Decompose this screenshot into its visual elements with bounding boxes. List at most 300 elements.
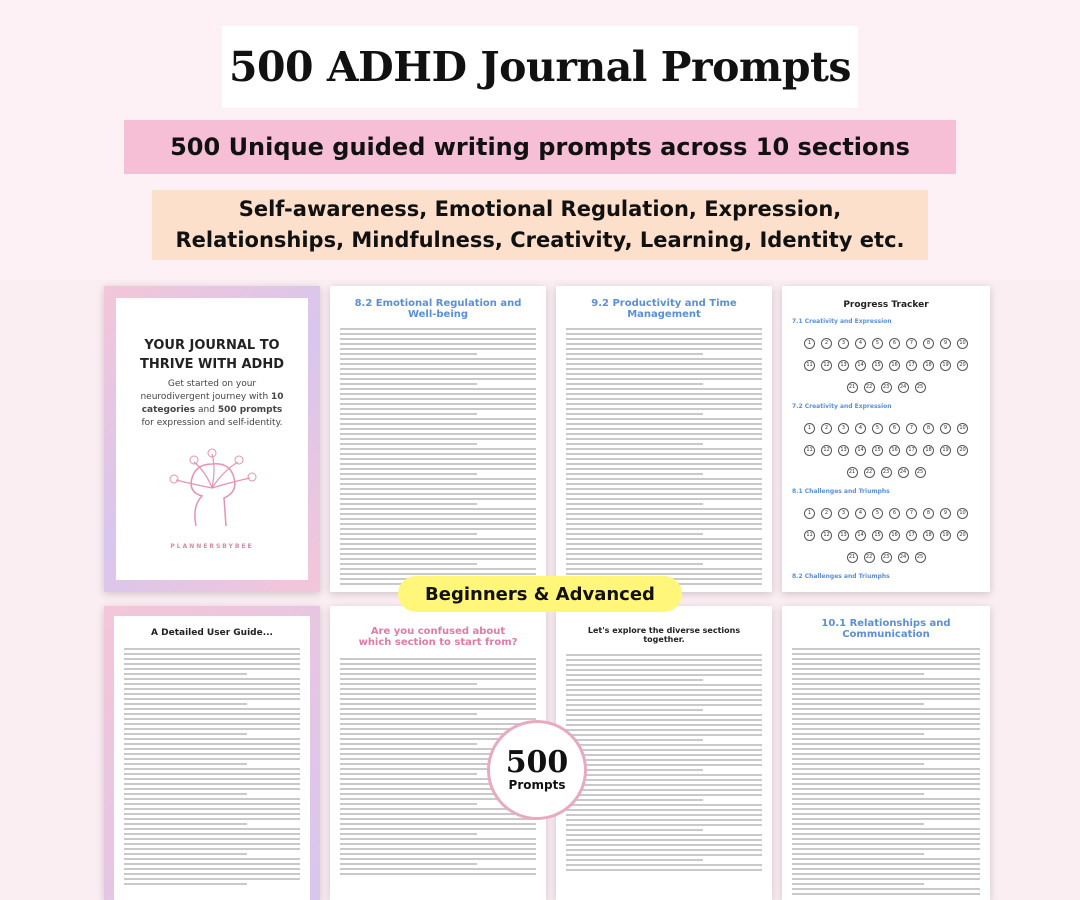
text-line [124, 783, 300, 785]
text-line [566, 428, 762, 430]
text-line [124, 748, 300, 750]
tracker-circle: 16 [889, 360, 900, 371]
text-line [340, 468, 536, 470]
page-heading: 8.2 Emotional Regulation and Well-being [354, 298, 522, 320]
text-line [566, 824, 762, 826]
text-line [566, 398, 762, 400]
tracker-circle: 24 [898, 552, 909, 563]
tracker-circle: 4 [855, 423, 866, 434]
text-line [566, 403, 762, 405]
text-line [340, 413, 477, 415]
text-line [340, 548, 536, 550]
tracker-section-title: 7.2 Creativity and Expression [792, 403, 892, 410]
cover-description: Get started on your neurodivergent journey with 10 categories and 500 prompts for expression and self-identity. [140, 379, 284, 428]
tracker-circle: 13 [838, 445, 849, 456]
text-line [124, 763, 247, 765]
text-line [566, 699, 762, 701]
text-line [340, 388, 536, 390]
text-line [792, 728, 980, 730]
tracker-circle: 2 [821, 423, 832, 434]
text-line [792, 813, 980, 815]
cover-title: YOUR JOURNAL TO THRIVE WITH ADHD [139, 338, 285, 372]
text-line [792, 798, 980, 800]
text-line [124, 833, 300, 835]
text-line [566, 749, 762, 751]
tracker-circle: 15 [872, 445, 883, 456]
page-heading: 9.2 Productivity and Time Management [591, 298, 737, 320]
text-line [340, 838, 536, 840]
text-line [566, 343, 762, 345]
text-line [124, 753, 300, 755]
text-line [340, 493, 536, 495]
tracker-sections [792, 318, 980, 592]
tracker-section-title: 8.1 Challenges and Triumphs [792, 488, 890, 495]
text-line [792, 713, 980, 715]
text-line [124, 718, 300, 720]
text-line [566, 694, 762, 696]
tracker-circle: 6 [889, 508, 900, 519]
tracker-circle: 11 [804, 360, 815, 371]
text-line [566, 528, 762, 530]
text-line [340, 543, 536, 545]
text-line [792, 663, 980, 665]
text-line [340, 863, 477, 865]
text-line [792, 688, 980, 690]
text-line [566, 754, 762, 756]
text-line [566, 413, 703, 415]
tracker-circle: 24 [898, 382, 909, 393]
tracker-circle: 12 [821, 360, 832, 371]
text-line [124, 818, 300, 820]
text-line [566, 789, 762, 791]
tracker-grid [792, 499, 980, 565]
page-diverse-sections [556, 606, 772, 900]
tracker-circle: 1 [804, 338, 815, 349]
text-line [792, 853, 924, 855]
text-line [124, 848, 300, 850]
tracker-circle: 19 [940, 360, 951, 371]
tracker-circle: 8 [923, 508, 934, 519]
text-line [124, 723, 300, 725]
text-line [340, 813, 536, 815]
text-line [792, 783, 980, 785]
tracker-circle: 10 [957, 508, 968, 519]
text-line [340, 713, 477, 715]
text-line [340, 858, 536, 860]
tracker-circle: 21 [847, 382, 858, 393]
tracker-circle: 22 [864, 382, 875, 393]
text-line [566, 458, 762, 460]
tracker-circle: 11 [804, 530, 815, 541]
tracker-grid [792, 584, 980, 592]
tracker-circle: 17 [906, 445, 917, 456]
page-heading: Let's explore the diverse sections together. [587, 626, 741, 644]
text-line [566, 483, 762, 485]
text-line [340, 438, 536, 440]
text-line [340, 368, 536, 370]
tracker-circle: 13 [838, 530, 849, 541]
text-line [566, 368, 762, 370]
text-line [340, 688, 536, 690]
text-line [792, 863, 980, 865]
tracker-grid [792, 414, 980, 480]
text-line [340, 358, 536, 360]
tracker-circle: 14 [855, 360, 866, 371]
tracker-circle: 1 [804, 423, 815, 434]
tracker-circle: 23 [881, 467, 892, 478]
text-line [124, 683, 300, 685]
text-line [340, 833, 477, 835]
tracker-circle: 7 [906, 338, 917, 349]
cover-page [104, 286, 320, 592]
cover-inner [116, 298, 308, 580]
text-line [792, 808, 980, 810]
text-line [340, 428, 536, 430]
tracker-circle: 16 [889, 530, 900, 541]
text-line [340, 448, 536, 450]
text-line [340, 558, 536, 560]
text-line [792, 803, 980, 805]
text-line [340, 693, 536, 695]
tracker-circle: 5 [872, 423, 883, 434]
tracker-circle: 15 [872, 360, 883, 371]
tracker-circle: 25 [915, 552, 926, 563]
text-line [340, 398, 536, 400]
text-line [792, 878, 980, 880]
text-line [124, 663, 300, 665]
text-line [124, 873, 300, 875]
text-line [792, 793, 924, 795]
tracker-circle: 4 [855, 508, 866, 519]
text-line [566, 684, 762, 686]
text-line [566, 333, 762, 335]
sections-line-2: Relationships, Mindfulness, Creativity, Learning, Identity etc. [175, 228, 905, 252]
text-line [340, 563, 477, 565]
text-line [340, 488, 536, 490]
text-line [792, 748, 980, 750]
text-line [124, 768, 300, 770]
text-line [792, 763, 924, 765]
subtitle: 500 Unique guided writing prompts across 10 sections [170, 133, 910, 161]
tracker-circle: 18 [923, 445, 934, 456]
text-line [340, 473, 477, 475]
text-line [340, 528, 536, 530]
tracker-circle: 14 [855, 445, 866, 456]
text-line [792, 753, 980, 755]
text-line [792, 733, 924, 735]
text-line [566, 338, 762, 340]
tracker-circle: 4 [855, 338, 866, 349]
text-line [792, 868, 980, 870]
text-line [124, 728, 300, 730]
text-line [792, 758, 980, 760]
text-line [340, 333, 536, 335]
text-line [792, 648, 980, 650]
text-line [792, 708, 980, 710]
tracker-circle: 20 [957, 360, 968, 371]
text-line [566, 844, 762, 846]
tracker-circle: 12 [821, 445, 832, 456]
tracker-section-title: 7.1 Creativity and Expression [792, 318, 892, 325]
tracker-circle: 8 [923, 338, 934, 349]
text-line [340, 498, 536, 500]
text-line [566, 563, 703, 565]
tracker-circle: 7 [906, 508, 917, 519]
text-line [566, 423, 762, 425]
text-line [340, 353, 477, 355]
tracker-circle: 22 [864, 552, 875, 563]
tracker-circle: 2 [821, 508, 832, 519]
text-line [340, 423, 536, 425]
text-line [340, 373, 536, 375]
tracker-circle: 19 [940, 445, 951, 456]
text-line [566, 714, 762, 716]
text-line [566, 669, 762, 671]
text-line [340, 343, 536, 345]
text-line [340, 523, 536, 525]
tracker-circle: 23 [881, 552, 892, 563]
tracker-circle: 6 [889, 338, 900, 349]
text-line [566, 839, 762, 841]
tracker-circle: 21 [847, 552, 858, 563]
text-line [340, 328, 536, 330]
prompt-lines [792, 648, 980, 895]
text-line [124, 793, 247, 795]
badge-number: 500 [505, 745, 569, 780]
text-line [124, 878, 300, 880]
guide-inner [114, 616, 310, 900]
page-heading: Are you confused about which section to start from? [358, 626, 518, 648]
tracker-circle: 3 [838, 338, 849, 349]
title-box [222, 26, 858, 108]
page-relationships [782, 606, 990, 900]
text-line [124, 713, 300, 715]
text-line [566, 363, 762, 365]
tracker-circle: 17 [906, 360, 917, 371]
tracker-circle: 9 [940, 338, 951, 349]
page-productivity [556, 286, 772, 592]
text-line [124, 773, 300, 775]
text-line [566, 814, 762, 816]
text-line [792, 723, 980, 725]
tracker-circle: 18 [923, 360, 934, 371]
text-line [792, 838, 980, 840]
text-line [340, 513, 536, 515]
text-line [124, 788, 300, 790]
text-line [566, 433, 762, 435]
text-line [792, 743, 980, 745]
text-line [340, 773, 477, 775]
text-line [792, 848, 980, 850]
cover-brand: PLANNERSBYBEE [170, 543, 254, 550]
text-line [340, 568, 536, 570]
text-line [340, 658, 536, 660]
text-line [792, 883, 924, 885]
text-line [340, 463, 536, 465]
page-heading: A Detailed User Guide... [151, 628, 273, 638]
text-line [566, 478, 762, 480]
text-line [340, 508, 536, 510]
tracker-grid [792, 329, 980, 395]
text-line [566, 759, 762, 761]
tracker-circle: 6 [889, 423, 900, 434]
tracker-circle: 5 [872, 338, 883, 349]
text-line [340, 673, 536, 675]
text-line [124, 858, 300, 860]
text-line [566, 799, 703, 801]
text-line [566, 473, 703, 475]
tracker-circle: 3 [838, 508, 849, 519]
text-line [566, 704, 762, 706]
text-line [792, 873, 980, 875]
text-line [124, 698, 300, 700]
page-progress-tracker [782, 286, 990, 592]
head-flower-illustration [166, 448, 258, 528]
tracker-heading: Progress Tracker [843, 300, 929, 310]
text-line [566, 438, 762, 440]
text-line [340, 698, 536, 700]
text-line [566, 488, 762, 490]
text-line [792, 858, 980, 860]
badge-label: Prompts [508, 778, 566, 792]
text-line [566, 829, 703, 831]
text-line [340, 743, 477, 745]
text-line [340, 483, 536, 485]
text-line [340, 383, 477, 385]
text-line [792, 828, 980, 830]
tracker-circle: 9 [940, 423, 951, 434]
text-line [566, 654, 762, 656]
tracker-circle: 13 [838, 360, 849, 371]
text-line [792, 653, 980, 655]
text-line [566, 679, 703, 681]
text-line [792, 703, 924, 705]
text-line [566, 353, 703, 355]
text-line [124, 648, 300, 650]
text-line [340, 718, 536, 720]
text-line [340, 843, 536, 845]
text-line [340, 503, 477, 505]
tracker-circle: 18 [923, 530, 934, 541]
text-line [124, 678, 300, 680]
prompts-badge [487, 720, 587, 820]
text-line [124, 733, 247, 735]
text-line [566, 869, 762, 871]
text-line [566, 393, 762, 395]
body-lines [566, 654, 762, 871]
text-line [566, 523, 762, 525]
text-line [340, 403, 536, 405]
text-line [566, 573, 762, 575]
text-line [340, 663, 536, 665]
text-line [340, 723, 536, 725]
text-line [566, 664, 762, 666]
tracker-circle: 9 [940, 508, 951, 519]
text-line [566, 508, 762, 510]
tracker-circle: 20 [957, 445, 968, 456]
tracker-section-title: 8.2 Challenges and Triumphs [792, 573, 890, 580]
text-line [566, 794, 762, 796]
text-line [792, 678, 980, 680]
text-line [124, 838, 300, 840]
text-line [566, 418, 762, 420]
text-line [566, 378, 762, 380]
text-line [566, 513, 762, 515]
text-line [340, 703, 536, 705]
text-line [566, 383, 703, 385]
text-line [792, 818, 980, 820]
tracker-circle: 12 [821, 530, 832, 541]
text-line [566, 784, 762, 786]
text-line [340, 538, 536, 540]
tracker-circle: 20 [957, 530, 968, 541]
text-line [792, 673, 924, 675]
text-line [792, 833, 980, 835]
text-line [566, 443, 703, 445]
text-line [792, 658, 980, 660]
tracker-circle: 19 [940, 530, 951, 541]
sections-line-1: Self-awareness, Emotional Regulation, Expression, [238, 197, 842, 221]
text-line [792, 843, 980, 845]
text-line [566, 373, 762, 375]
text-line [566, 739, 703, 741]
text-line [340, 873, 536, 875]
text-line [124, 693, 300, 695]
text-line [566, 744, 762, 746]
text-line [340, 668, 536, 670]
text-line [566, 498, 762, 500]
guide-lines [124, 648, 300, 885]
text-line [566, 468, 762, 470]
text-line [124, 653, 300, 655]
text-line [124, 658, 300, 660]
text-line [124, 883, 247, 885]
subtitle-band [124, 120, 956, 174]
text-line [340, 853, 536, 855]
tracker-circle: 23 [881, 382, 892, 393]
text-line [566, 779, 762, 781]
text-line [340, 443, 477, 445]
text-line [566, 774, 762, 776]
text-line [124, 823, 247, 825]
text-line [792, 698, 980, 700]
text-line [566, 518, 762, 520]
text-line [566, 503, 703, 505]
text-line [340, 868, 536, 870]
tracker-circle: 2 [821, 338, 832, 349]
text-line [566, 493, 762, 495]
tracker-circle: 11 [804, 445, 815, 456]
text-line [566, 388, 762, 390]
text-line [566, 719, 762, 721]
tracker-circle: 16 [889, 445, 900, 456]
tracker-circle: 10 [957, 338, 968, 349]
text-line [566, 854, 762, 856]
text-line [340, 433, 536, 435]
page-emotional-regulation [330, 286, 546, 592]
text-line [792, 823, 924, 825]
text-line [792, 693, 980, 695]
text-line [124, 673, 247, 675]
text-line [340, 418, 536, 420]
tracker-circle: 14 [855, 530, 866, 541]
text-line [566, 859, 703, 861]
page-title: 500 ADHD Journal Prompts [228, 43, 852, 91]
prompt-lines [340, 328, 536, 585]
text-line [566, 558, 762, 560]
tracker-circle: 17 [906, 530, 917, 541]
text-line [340, 393, 536, 395]
